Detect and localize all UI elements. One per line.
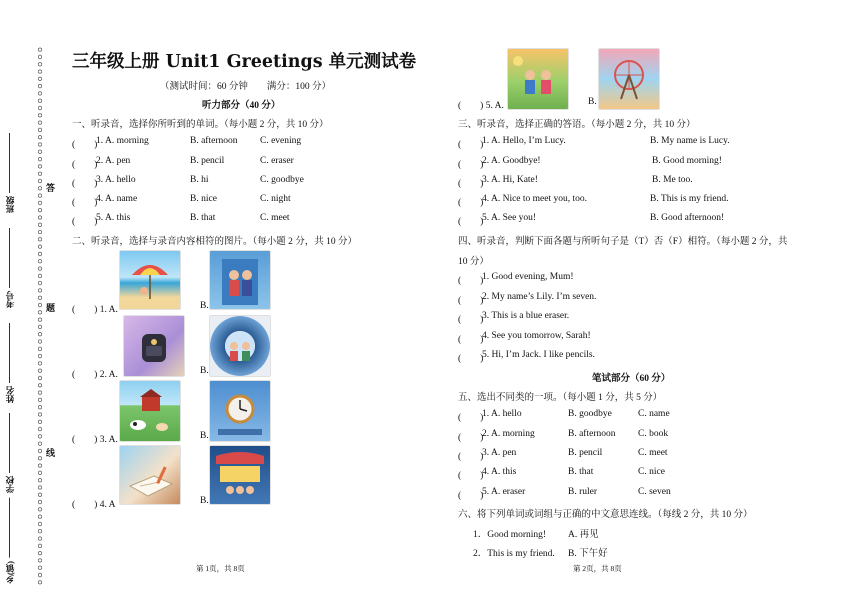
field-name-label: 姓名 (5, 386, 15, 403)
s1-question-5 (72, 213, 432, 227)
section-3-heading: 三、听录音，选择正确的答语。（每小题 2 分，共 10 分） (458, 120, 696, 130)
option-b: B. that (568, 467, 594, 477)
s2-q1-label: ( ) 1. A. (72, 305, 118, 315)
s6-pair-1 (473, 526, 833, 540)
s3-question-4 (458, 194, 838, 208)
option-c: C. nice (638, 467, 665, 477)
option-a: 5. A. See you! (482, 213, 537, 223)
answer-blank[interactable]: ( ) (458, 217, 484, 227)
section-4-heading: 四、听录音，判断下面各题与所听句子是（T）否（F）相符。（每小题 2 分，共 (458, 237, 788, 247)
s1-question-2 (72, 156, 432, 170)
section-2-heading: 二、听录音，选择与录音内容相符的图片。（每小题 2 分，共 10 分） (72, 237, 358, 247)
s6-pair-2 (473, 545, 833, 559)
field-class-label: 班级 (5, 196, 15, 213)
answer-blank[interactable]: ( ) (458, 276, 484, 286)
answer-blank[interactable]: ( ) (458, 140, 484, 150)
classroom-icon (210, 316, 270, 376)
option-c: C. seven (638, 487, 671, 497)
field-class-line (10, 133, 11, 193)
field-township-line (10, 498, 11, 558)
s2-q1-b: B. (200, 301, 209, 311)
image-amusement-park (598, 48, 660, 110)
option-b: B. nice (190, 194, 217, 204)
binding-word-xian: 线 (45, 448, 55, 457)
option-a: 4. A. Nice to meet you, too. (482, 194, 588, 204)
answer-blank[interactable]: ( ) (72, 160, 98, 170)
answer-blank[interactable]: ( ) (458, 179, 484, 189)
option-b: B. Good afternoon! (650, 213, 725, 223)
binding-margin (0, 0, 62, 607)
page-title: 三年级上册 Unit1 Greetings 单元测试卷 (72, 52, 417, 72)
image-desk-book (119, 445, 181, 505)
sentence: 2. My name’s Lily. I’m seven. (482, 292, 597, 302)
answer-blank[interactable]: ( ) (72, 179, 98, 189)
field-township (4, 495, 16, 584)
kids-playing-icon (508, 49, 568, 109)
answer-blank[interactable]: ( ) (458, 452, 484, 462)
answer-blank[interactable]: ( ) (458, 354, 484, 364)
option-b: B. My name is Lucy. (650, 136, 730, 146)
beach-umbrella-icon (120, 251, 180, 309)
ferris-wheel-icon (599, 49, 659, 109)
s4-question-5 (458, 350, 838, 364)
section-1-heading: 一、听录音，选择你所听到的单词。（每小题 2 分，共 10 分） (72, 120, 329, 130)
s4-question-1 (458, 272, 838, 286)
field-name-line (10, 323, 11, 383)
s5-question-5 (458, 487, 838, 501)
section-6-heading: 六、将下列单词或词组与正确的中文意思连线。（每线 2 分，共 10 分） (458, 510, 753, 520)
s5-question-1 (458, 409, 838, 423)
answer-blank[interactable]: ( ) (458, 491, 484, 501)
english-phrase[interactable]: 1．Good morning! (473, 530, 547, 540)
option-a: 5. A. this (96, 213, 131, 223)
english-phrase[interactable]: 2．This is my friend. (473, 549, 555, 559)
answer-blank[interactable]: ( ) (458, 413, 484, 423)
s2-q2-label: ( ) 2. A. (72, 370, 118, 380)
s3-question-1 (458, 136, 838, 150)
s2-q4-label: ( ) 4. A (72, 500, 116, 510)
field-exam-number-label: 考号 (5, 291, 15, 308)
farm-barn-icon (120, 381, 180, 441)
sentence: 5. Hi, I’m Jack. I like pencils. (482, 350, 595, 360)
field-class (4, 130, 16, 213)
option-b: B. afternoon (568, 429, 616, 439)
sentence: 4. See you tomorrow, Sarah! (482, 331, 591, 341)
s2-q4-b: B. (200, 496, 209, 506)
s5-question-2 (458, 429, 838, 443)
s2-q2-b: B. (200, 366, 209, 376)
option-a: 2. A. pen (96, 156, 131, 166)
answer-blank[interactable]: ( ) (458, 198, 484, 208)
section-5-heading: 五、选出不同类的一项。（每小题 1 分，共 5 分） (458, 393, 663, 403)
option-b: B. ruler (568, 487, 598, 497)
option-a: 3. A. Hi, Kate! (482, 175, 538, 185)
option-a: 1. A. morning (96, 136, 149, 146)
schoolbag-icon (124, 316, 184, 376)
option-a: 1. A. hello (482, 409, 522, 419)
option-b: B. Good morning! (652, 156, 722, 166)
option-a: 2. A. Goodbye! (482, 156, 541, 166)
writing-section-header: 笔试部分（60 分） (592, 374, 671, 384)
option-c: C. meet (260, 213, 290, 223)
clock-icon (210, 381, 270, 441)
s3-question-5 (458, 213, 838, 227)
option-b: B. afternoon (190, 136, 238, 146)
field-name (4, 320, 16, 403)
image-clock (209, 380, 271, 442)
s4-question-3 (458, 311, 838, 325)
children-icon (210, 251, 270, 309)
option-c: C. eraser (260, 156, 294, 166)
answer-blank[interactable]: ( ) (458, 471, 484, 481)
option-a: 3. A. hello (96, 175, 136, 185)
image-stage-party (209, 445, 271, 505)
dotted-cut-line (37, 46, 43, 586)
stage-icon (210, 446, 270, 504)
option-c: C. meet (638, 448, 668, 458)
s1-question-4 (72, 194, 432, 208)
s4-question-4 (458, 331, 838, 345)
option-b: B. pencil (568, 448, 603, 458)
option-a: 4. A. name (96, 194, 138, 204)
option-b: B. goodbye (568, 409, 612, 419)
option-c: C. night (260, 194, 291, 204)
answer-blank[interactable]: ( ) (458, 296, 484, 306)
field-school-line (10, 413, 11, 473)
chinese-meaning[interactable]: B. 下午好 (568, 549, 608, 559)
answer-blank[interactable]: ( ) (72, 198, 98, 208)
image-beach (119, 250, 181, 310)
option-b: B. pencil (190, 156, 225, 166)
option-c: C. goodbye (260, 175, 304, 185)
answer-blank[interactable]: ( ) (458, 433, 484, 443)
option-a: 1. A. Hello, I’m Lucy. (482, 136, 566, 146)
image-schoolbag (123, 315, 185, 377)
listening-section-header: 听力部分（40 分） (202, 101, 281, 111)
page-footer-1: 第 1页，共 8页 (196, 564, 245, 573)
option-a: 2. A. morning (482, 429, 535, 439)
page-footer-2: 第 2页，共 8页 (573, 564, 622, 573)
s1-question-1 (72, 136, 432, 150)
option-a: 4. A. this (482, 467, 517, 477)
answer-blank[interactable]: ( ) (458, 160, 484, 170)
answer-blank[interactable]: ( ) (458, 315, 484, 325)
s3-question-3 (458, 175, 838, 189)
s2-q3-b: B. (200, 431, 209, 441)
s1-question-3 (72, 175, 432, 189)
field-school-label: 学校 (5, 476, 15, 493)
s5-question-4 (458, 467, 838, 481)
option-c: C. book (638, 429, 669, 439)
sentence: 1. Good evening, Mum! (482, 272, 574, 282)
s5-question-3 (458, 448, 838, 462)
s2-q5-b: B. (588, 97, 597, 107)
image-kids-doorway (209, 250, 271, 310)
test-info: （测试时间：60 分钟 满分：100 分） (160, 82, 332, 92)
chinese-meaning[interactable]: A. 再见 (568, 530, 599, 540)
field-township-label: 乡(镇) (5, 561, 15, 584)
sentence: 3. This is a blue eraser. (482, 311, 570, 321)
binding-word-da: 答 (45, 183, 55, 192)
answer-blank[interactable]: ( ) (72, 217, 98, 227)
option-c: C. evening (260, 136, 302, 146)
book-icon (120, 446, 180, 504)
field-exam-number-line (10, 228, 11, 288)
s2-q3-label: ( ) 3. A. (72, 435, 118, 445)
section-4-heading-cont: 10 分） (458, 257, 489, 267)
option-b: B. Me too. (652, 175, 693, 185)
image-kids-playing (507, 48, 569, 110)
s3-question-2 (458, 156, 838, 170)
option-b: B. This is my friend. (650, 194, 729, 204)
field-exam-number (4, 225, 16, 308)
image-classroom-circle (209, 315, 271, 377)
option-b: B. hi (190, 175, 209, 185)
answer-blank[interactable]: ( ) (72, 140, 98, 150)
image-farm (119, 380, 181, 442)
option-a: 3. A. pen (482, 448, 517, 458)
s2-q5-label: ( ) 5. A. (458, 101, 504, 111)
option-b: B. that (190, 213, 216, 223)
option-c: C. name (638, 409, 670, 419)
option-a: 5. A. eraser (482, 487, 526, 497)
s4-question-2 (458, 292, 838, 306)
binding-word-ti: 题 (45, 303, 55, 312)
field-school (4, 410, 16, 493)
answer-blank[interactable]: ( ) (458, 335, 484, 345)
